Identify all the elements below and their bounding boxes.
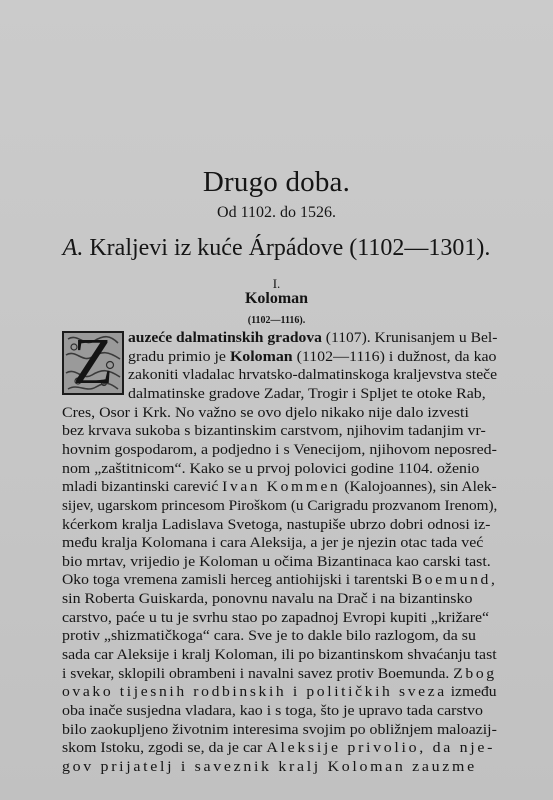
text-run: skom Istoku, zgodi se, da je car <box>62 740 267 757</box>
body-line <box>62 517 490 534</box>
body-line <box>128 330 497 347</box>
ruler-heading: Koloman <box>244 290 309 307</box>
body-line <box>62 591 472 608</box>
text-run: Cres, Osor i Krk. No važno se ovo djelo nikako nije dalo izvesti <box>62 404 469 421</box>
section-title-text: Kraljevi iz kuće Árpádove (1102—1301). <box>89 235 491 261</box>
body-line <box>62 628 476 645</box>
initial-letter: Z <box>72 325 114 398</box>
text-run: bio mrtav, vrijedio je Koloman u očima Bizantinaca kao carski tast. <box>62 553 491 570</box>
text-run: bilo zaokupljeno životnim interesima svojim po obližnjem maloazij- <box>62 721 497 738</box>
body-line <box>62 554 491 571</box>
text-run: mladi bizantinski carević <box>62 479 223 496</box>
spaced-text: Boemund, <box>411 572 498 589</box>
text-run: zakoniti vladalac hrvatsko-dalmatinskoga kraljevstva steče <box>128 367 498 384</box>
part-numeral: I. <box>272 276 281 291</box>
body-line <box>62 722 497 739</box>
decorated-initial <box>62 325 124 398</box>
body-line <box>62 647 497 664</box>
body-line <box>62 572 498 589</box>
text-run: carstvo, paće u tu je svrhu stao po zapadnoj Evropi kupiti „križare“ <box>62 609 490 626</box>
text-run: Oko toga vremena zamisli herceg antiohijski i tarentski <box>62 572 412 589</box>
text-run: dalmatinske gradove Zadar, Trogir i Spljet te otoke Rab, <box>128 385 486 402</box>
text-run: među kralja Kolomana i cara Aleksija, a jer je njezin otac tada već <box>62 535 484 552</box>
body-line <box>62 610 489 627</box>
spaced-text: gov prijatelj i saveznik kralj Koloman zauzme <box>62 758 477 775</box>
ruler-years: (1102—1116). <box>247 315 306 326</box>
text-run: bez krvava sukoba s bizantinskim carstvom, njihovim tadanjim vr- <box>62 423 486 440</box>
body-line <box>62 461 479 478</box>
spaced-text: ovako tijesnih rodbinskih i političkih sveza <box>62 684 447 701</box>
text-run: (1107). Krunisanjem u Bel- <box>321 330 498 346</box>
body-line <box>62 740 495 757</box>
spaced-text: Zbog <box>453 665 497 682</box>
body-line <box>62 703 483 720</box>
text-run: (Kalojoannes), sin Alek- <box>340 479 497 496</box>
spaced-text: Ivan Kommen <box>222 479 341 496</box>
text-run: (1102—1116) i dužnost, da kao <box>292 348 497 365</box>
text-run: kćerkom kralja Ladislava Svetoga, nastupiše ubrzo dobri odnosi iz- <box>62 516 491 533</box>
body-line <box>128 386 486 403</box>
section-letter: A. <box>62 235 84 261</box>
section-title <box>0 235 553 262</box>
bold-text: Koloman <box>229 348 293 365</box>
chapter-title: Drugo doba. <box>202 166 351 198</box>
text-run: između <box>446 684 497 701</box>
chapter-subtitle: Od 1102. do 1526. <box>217 204 336 221</box>
spaced-text: Aleksije privolio, da nje- <box>266 740 496 757</box>
text-run: hovnim gospodarom, a podjedno i s Venecijom, njihovom neposred- <box>62 441 497 458</box>
text-run: sin Roberta Guiskarda, ponovnu navalu na Drač i na bizantinsko <box>62 591 473 608</box>
body-line <box>62 684 497 701</box>
body-line <box>62 423 486 440</box>
text-run: i svekar, sklopili obrambeni i navalni savez protiv Boemunda. <box>62 665 454 682</box>
body-line <box>62 405 469 422</box>
text-run: gradu primio je <box>128 348 230 365</box>
body-line <box>128 349 497 366</box>
body-line <box>62 479 497 496</box>
text-run: sijev, ugarskom princesom Piroškom (u Carigradu prozvanom Irenom), <box>62 497 498 514</box>
body-line <box>62 498 497 515</box>
body-line <box>62 666 497 683</box>
text-run: protiv „shizmatičkoga“ cara. Sve je to dakle bilo razlogom, da su <box>62 628 476 645</box>
body-line <box>62 759 477 776</box>
text-run: oba inače susjedna vladara, kao i s toga, što je upravo tada carstvo <box>62 703 483 719</box>
body-line <box>62 442 497 459</box>
body-line <box>62 535 483 552</box>
text-run: nom „zaštitnicom“. Kako se u prvoj polovici godine 1104. oženio <box>62 460 480 477</box>
text-run: sada car Aleksije i kralj Koloman, ili po bizantinskom shvaćanju tast <box>62 647 497 664</box>
body-line <box>128 367 497 384</box>
bold-text: auzeće dalmatinskih gradova <box>128 330 322 346</box>
